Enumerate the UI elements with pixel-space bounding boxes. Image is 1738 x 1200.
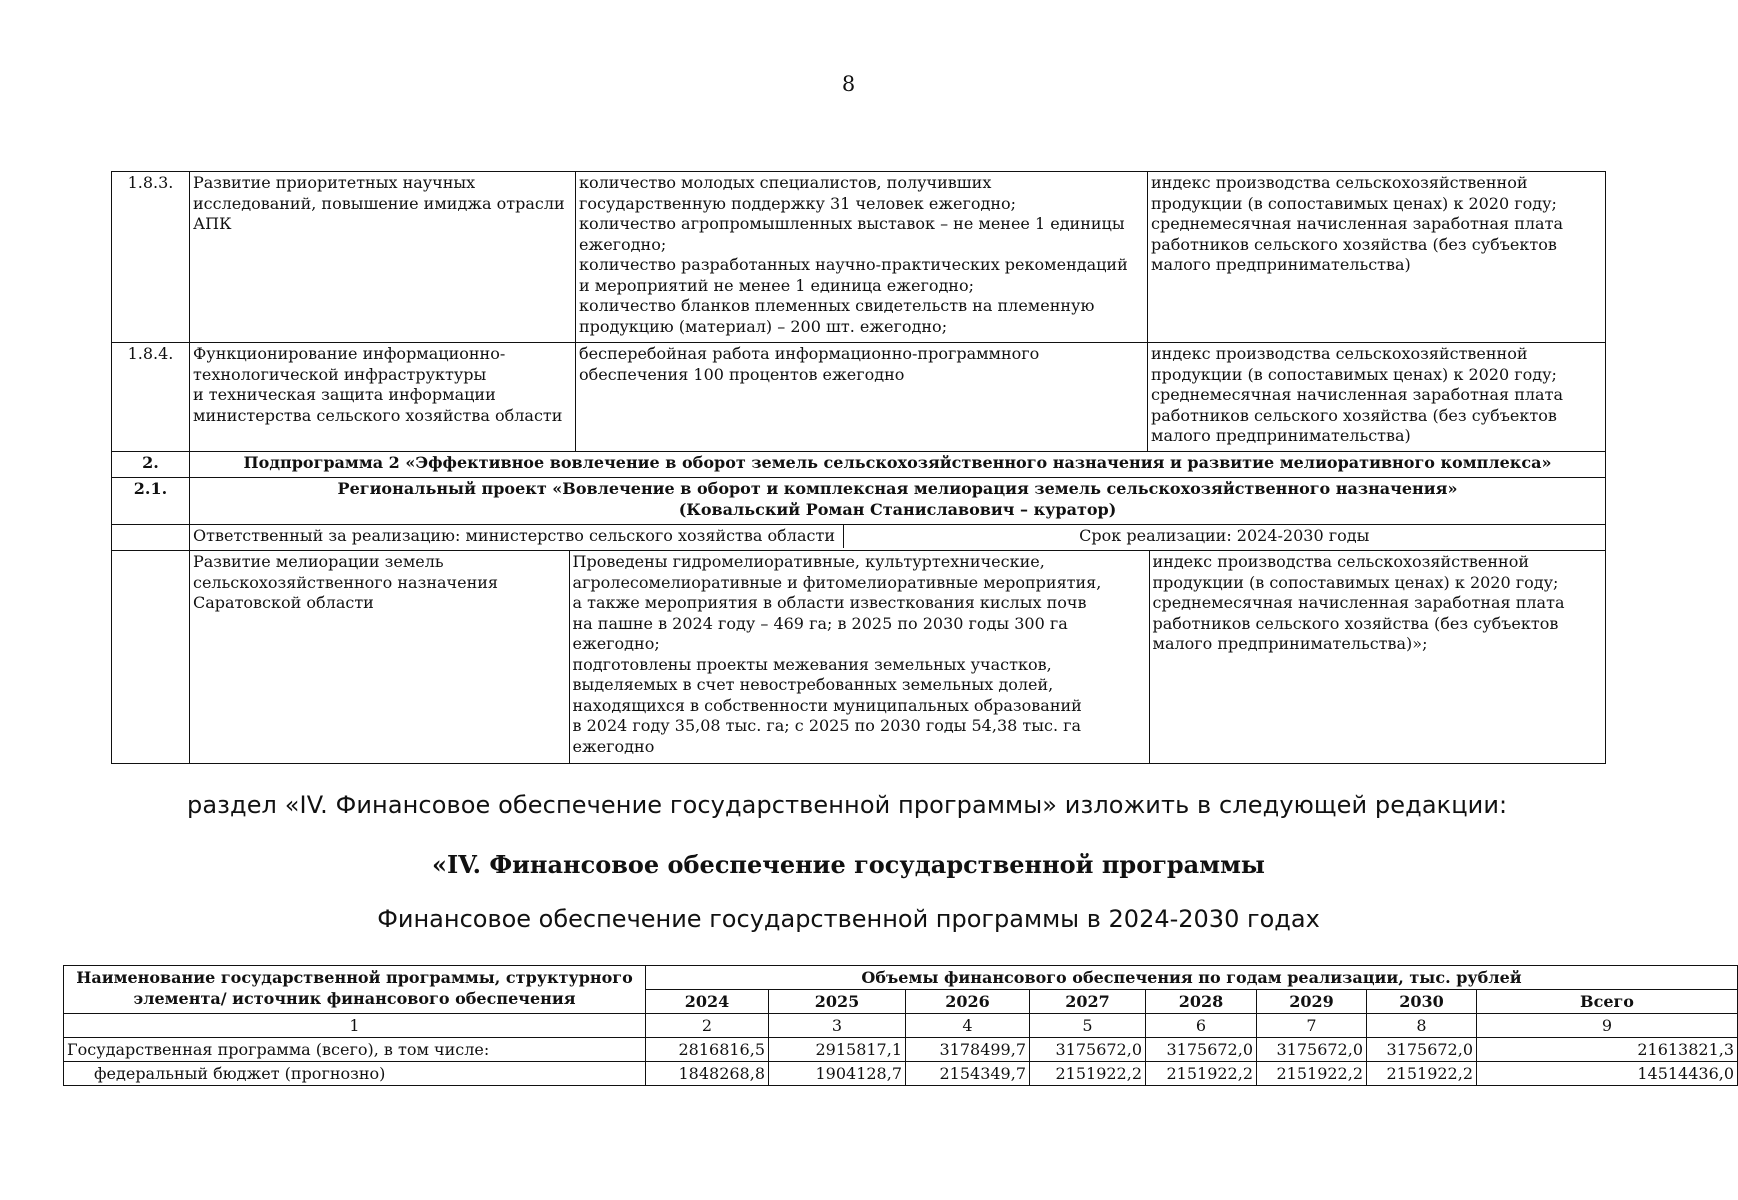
measures-table [111,171,1606,764]
value-cell: 2151922,2 [1146,1062,1257,1086]
period-text: Срок реализации: 2024-2030 годы [1079,526,1370,545]
column-number: 7 [1257,1014,1367,1038]
value-cell: 2915817,1 [769,1038,906,1062]
row-label: Государственная программа (всего), в том числе: [64,1038,646,1062]
column-number: 6 [1146,1014,1257,1038]
section-title: «IV. Финансовое обеспечение государственной программы [431,850,1265,879]
year-header: 2028 [1146,990,1257,1014]
last-row-table [190,551,1605,763]
row-label: федеральный бюджет (прогнозно) [64,1062,646,1086]
column-number: 8 [1367,1014,1477,1038]
column-numbers-row [64,1014,1738,1038]
financing-title: Финансовое обеспечение государственной программы в 2024-2030 годах [377,905,1320,933]
year-header: 2027 [1030,990,1146,1014]
empty-cell [112,525,190,551]
value-cell: 3175672,0 [1367,1038,1477,1062]
table-row [64,1038,1738,1062]
total-cell: 21613821,3 [1477,1038,1738,1062]
regional-project-title: Региональный проект «Вовлечение в оборот и комплексная мелиорация земель сельскохозяйственного назначения» (Ковальский Роман Станиславович – куратор) [190,478,1606,525]
table-row [64,1062,1738,1086]
amendment-paragraph: раздел «IV. Финансовое обеспечение государственной программы» изложить в следующей редакции: [187,791,1508,819]
value-cell: 3175672,0 [1257,1038,1367,1062]
value-cell: 2154349,7 [906,1062,1030,1086]
responsible-period-cell [190,525,1606,551]
value-cell: 3178499,7 [906,1038,1030,1062]
value-cell: 2151922,2 [1257,1062,1367,1086]
subprogram-row [112,452,1606,478]
table-row [112,172,1606,343]
year-header: 2025 [769,990,906,1014]
table-row [112,551,1606,764]
measure-indicators: индекс производства сельскохозяйственной продукции (в сопоставимых ценах) к 2020 году; среднемесячная начисленная заработная плата работников сельского хозяйства (без субъектов малого предпринимательства)»; [1152,552,1565,653]
measure-results: количество молодых специалистов, получивших государственную поддержку 31 человек ежегодно; количество агропромышленных выставок – не менее 1 единицы ежегодно; количество разработанных научно-практических рекомендаций и мероприятий не менее 1 единица ежегодно; количество бланков племенных свидетельств на племенную продукцию (материал) – 200 шт. ежегодно; [576,172,1148,343]
empty-cell [112,551,190,764]
column-number: 2 [646,1014,769,1038]
total-cell: 14514436,0 [1477,1062,1738,1086]
measure-indicators: индекс производства сельскохозяйственной продукции (в сопоставимых ценах) к 2020 году; среднемесячная начисленная заработная плата работников сельского хозяйства (без субъектов малого предпринимательства) [1148,172,1606,343]
row-number: 2.1. [112,478,190,525]
column-number: 4 [906,1014,1030,1038]
value-cell: 3175672,0 [1146,1038,1257,1062]
column-number: 9 [1477,1014,1738,1038]
responsible-text: Ответственный за реализацию: министерство сельского хозяйства области [190,525,843,548]
column-number: 3 [769,1014,906,1038]
year-header: 2029 [1257,990,1367,1014]
row-number: 1.8.4. [112,343,190,452]
column-number: 1 [64,1014,646,1038]
last-row-cell [190,551,1606,764]
header-name: Наименование государственной программы, структурного элемента/ источник финансового обеспечения [64,966,646,1014]
value-cell: 3175672,0 [1030,1038,1146,1062]
value-cell: 2151922,2 [1030,1062,1146,1086]
measure-name: Функционирование информационно- технологической инфраструктуры и техническая защита информации министерства сельского хозяйства области [190,343,576,452]
financing-table [63,965,1738,1086]
responsible-period-table [190,525,1605,548]
row-number: 1.8.3. [112,172,190,343]
column-number: 5 [1030,1014,1146,1038]
year-header: 2024 [646,990,769,1014]
year-header: 2030 [1367,990,1477,1014]
year-header: 2026 [906,990,1030,1014]
measure-indicators: индекс производства сельскохозяйственной продукции (в сопоставимых ценах) к 2020 году; среднемесячная начисленная заработная плата работников сельского хозяйства (без субъектов малого предпринимательства) [1148,343,1606,452]
header-row [64,966,1738,990]
measure-results: Проведены гидромелиоративные, культуртехнические, агролесомелиоративные и фитомелиоративные мероприятия, а также мероприятия в области известкования кислых почв на пашне в 2024 году – 469 га; в 2025 по 2030 годы 300 га ежегодно; подготовлены проекты межевания земельных участков, выделяемых в счет невостребованных земельных долей, находящихся в собственности муниципальных образований в 2024 году 35,08 тыс. га; с 2025 по 2030 годы 54,38 тыс. га ежегодно [569,551,1149,763]
value-cell: 2151922,2 [1367,1062,1477,1086]
table-row [112,343,1606,452]
subprogram-title: Подпрограмма 2 «Эффективное вовлечение в оборот земель сельскохозяйственного назначения и развитие мелиоративного комплекса» [190,452,1606,478]
measure-name: Развитие мелиорации земель сельскохозяйственного назначения Саратовской области [190,551,569,763]
value-cell: 1904128,7 [769,1062,906,1086]
total-header: Всего [1477,990,1738,1014]
page-number: 8 [841,72,856,96]
row-number: 2. [112,452,190,478]
value-cell: 2816816,5 [646,1038,769,1062]
measure-results: бесперебойная работа информационно-программного обеспечения 100 процентов ежегодно [576,343,1148,452]
header-volumes: Объемы финансового обеспечения по годам реализации, тыс. рублей [646,966,1738,990]
value-cell: 1848268,8 [646,1062,769,1086]
responsible-row [112,525,1606,551]
regional-project-row [112,478,1606,525]
measure-name: Развитие приоритетных научных исследований, повышение имиджа отрасли АПК [190,172,576,343]
